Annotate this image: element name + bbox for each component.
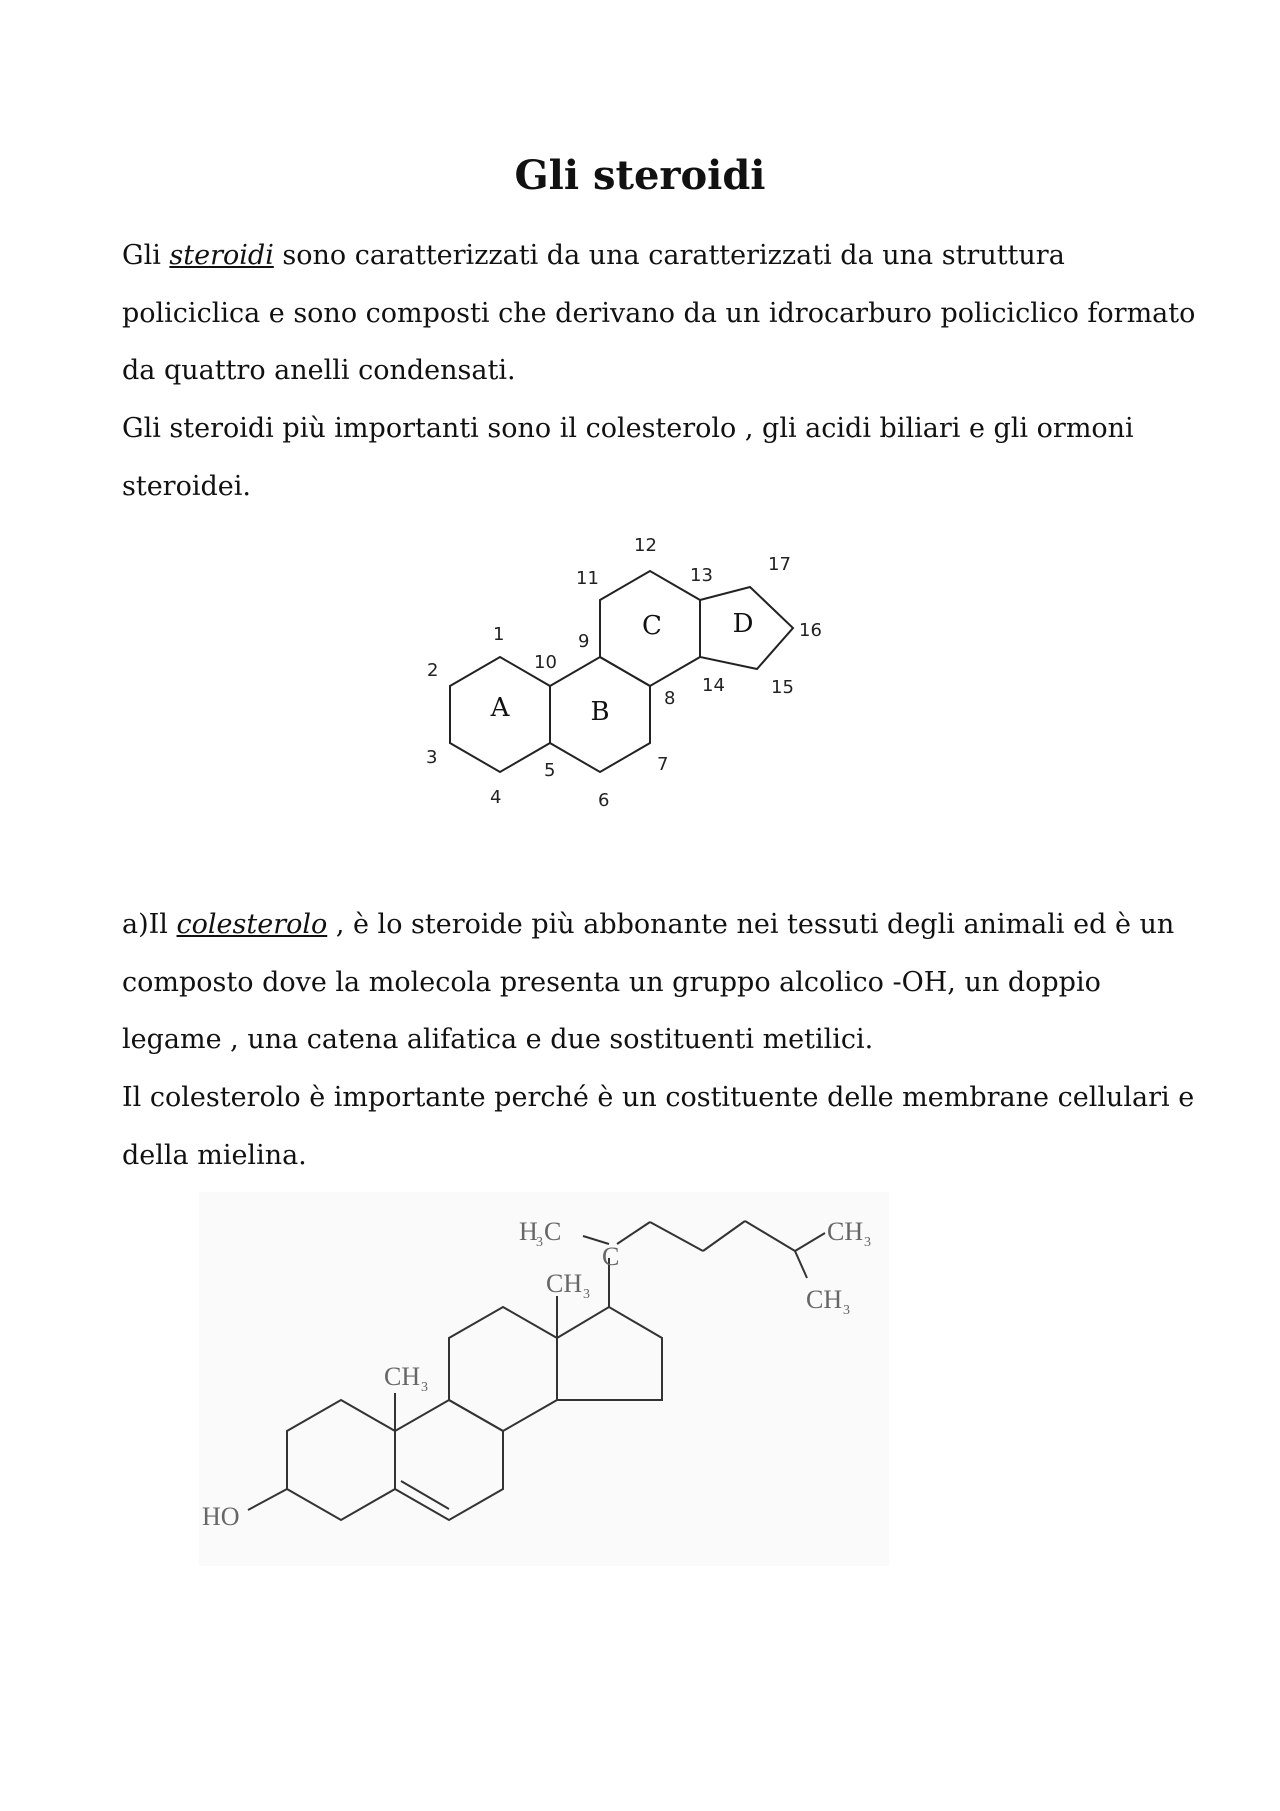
atom-number-5: 5 — [544, 760, 556, 781]
terminal-methyl-2-label: CH — [806, 1285, 843, 1314]
keyword-colesterolo: colesterolo — [176, 909, 328, 940]
page-title: Gli steroidi — [514, 152, 766, 199]
intro-part1: Gli — [122, 240, 170, 271]
ring-labels — [490, 609, 754, 727]
hydroxyl-group: HO — [202, 1502, 240, 1531]
structure-background — [199, 1192, 889, 1566]
keyword-steroidi: steroidi — [169, 240, 274, 271]
terminal-methyl-1-label: CH — [827, 1217, 864, 1246]
atom-number-15: 15 — [771, 677, 794, 698]
intro-paragraph-2: Gli steroidi più importanti sono il colesterolo , gli acidi biliari e gli ormoni steroidei. — [122, 413, 1134, 502]
steroid-bonds — [450, 571, 793, 772]
methyl-c20-subscript: 3 — [536, 1235, 543, 1250]
methyl-c13-label: CH — [546, 1269, 583, 1298]
methyl-c13-subscript: 3 — [583, 1287, 590, 1302]
atom-number-4: 4 — [490, 787, 502, 808]
methyl-c20-h: H — [519, 1217, 538, 1246]
ring-label-d: D — [732, 609, 754, 639]
atom-number-11: 11 — [576, 568, 599, 589]
atom-number-17: 17 — [768, 554, 791, 575]
atom-number-16: 16 — [799, 620, 822, 641]
atom-number-6: 6 — [598, 790, 610, 811]
ring-label-a: A — [490, 693, 510, 723]
atom-number-12: 12 — [634, 535, 657, 556]
methyl-c20-c: C — [544, 1217, 562, 1246]
atom-number-7: 7 — [657, 754, 669, 775]
carbon-c20-label: C — [602, 1242, 620, 1271]
ring-label-c: C — [642, 611, 662, 641]
atom-number-13: 13 — [690, 565, 713, 586]
atom-number-14: 14 — [702, 675, 725, 696]
atom-number-8: 8 — [664, 688, 676, 709]
steroid-nucleus-diagram — [410, 520, 830, 820]
cholesterol-structure-diagram — [199, 1192, 889, 1566]
cholesterol-part2: , è lo steroide più abbonante nei tessuti degli animali ed è un composto dove la molecola presenta un gruppo alcolico -OH, un doppio legame , una catena alifatica e due sostituenti metilici. — [122, 909, 1175, 1055]
atom-numbers — [426, 535, 822, 811]
ring-label-b: B — [590, 697, 610, 727]
atom-number-3: 3 — [426, 747, 438, 768]
cholesterol-paragraph — [122, 896, 1202, 1069]
intro-part2: sono caratterizzati da una caratterizzati da una struttura policiclica e sono composti che derivano da un idrocarburo policiclico formato da quattro anelli condensati. — [122, 240, 1196, 386]
terminal-methyl-1-subscript: 3 — [864, 1235, 871, 1250]
atom-number-9: 9 — [578, 631, 590, 652]
cholesterol-prefix: a)Il — [122, 909, 177, 940]
atom-number-10: 10 — [534, 652, 557, 673]
atom-number-2: 2 — [427, 660, 439, 681]
methyl-c10-label: CH — [384, 1362, 421, 1391]
cholesterol-paragraph-2: Il colesterolo è importante perché è un costituente delle membrane cellulari e della mielina. — [122, 1082, 1195, 1171]
methyl-c10-subscript: 3 — [421, 1380, 428, 1395]
intro-paragraph — [122, 227, 1202, 400]
atom-number-1: 1 — [493, 624, 505, 645]
terminal-methyl-2-subscript: 3 — [843, 1303, 850, 1318]
